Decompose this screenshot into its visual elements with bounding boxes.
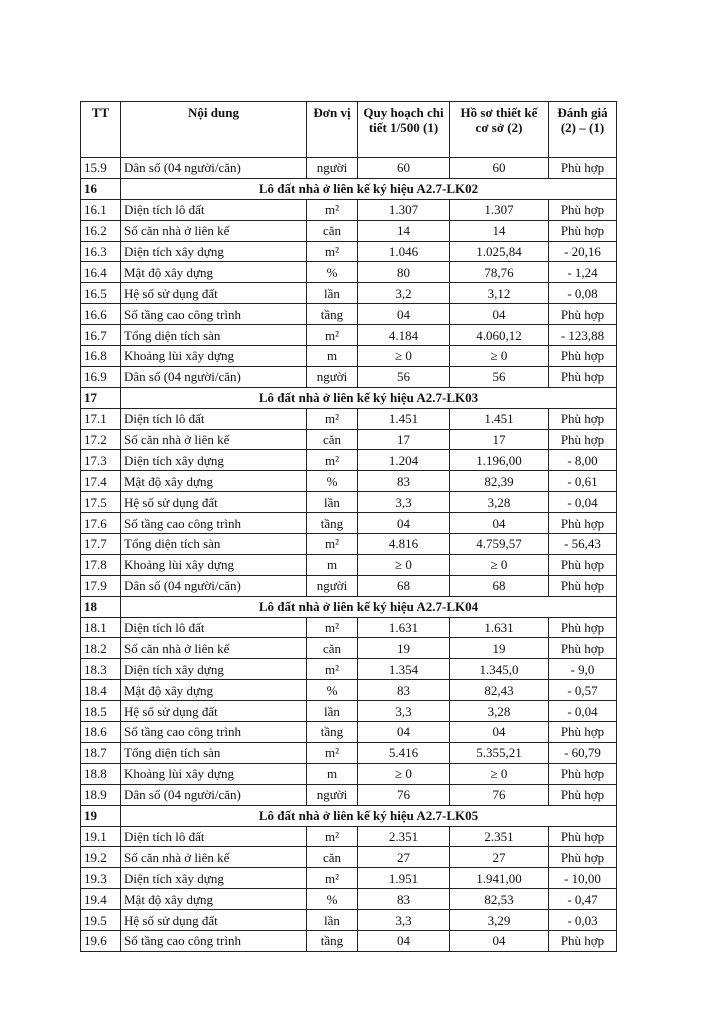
row-evaluation: Phù hợp	[549, 366, 617, 387]
table-row	[81, 158, 617, 179]
row-plan-value: 3,3	[358, 910, 450, 931]
row-evaluation: Phù hợp	[549, 617, 617, 638]
row-evaluation: - 10,00	[549, 868, 617, 889]
table-row	[81, 241, 617, 262]
row-number: 17.8	[81, 554, 121, 575]
section-title: Lô đất nhà ở liên kế ký hiệu A2.7-LK05	[121, 805, 617, 826]
row-number: 19.1	[81, 826, 121, 847]
row-content: Khoảng lùi xây dựng	[121, 554, 307, 575]
row-design-value: 3,29	[450, 910, 549, 931]
row-plan-value: 4.816	[358, 534, 450, 555]
row-plan-value: 3,2	[358, 283, 450, 304]
row-unit: m²	[307, 534, 358, 555]
row-unit: căn	[307, 847, 358, 868]
row-unit: lần	[307, 910, 358, 931]
row-plan-value: 1.631	[358, 617, 450, 638]
row-unit: m²	[307, 241, 358, 262]
row-plan-value: 3,3	[358, 492, 450, 513]
row-evaluation: Phù hợp	[549, 575, 617, 596]
row-plan-value: 4.184	[358, 325, 450, 346]
table-row	[81, 826, 617, 847]
section-number: 17	[81, 387, 121, 408]
header-eval: Đánh giá (2) – (1)	[549, 102, 617, 158]
row-evaluation: - 9,0	[549, 659, 617, 680]
row-evaluation: Phù hợp	[549, 346, 617, 367]
row-design-value: 14	[450, 220, 549, 241]
row-content: Diện tích lô đất	[121, 826, 307, 847]
row-unit: lần	[307, 701, 358, 722]
row-plan-value: 1.451	[358, 408, 450, 429]
table-row	[81, 325, 617, 346]
row-content: Dân số (04 người/căn)	[121, 366, 307, 387]
section-header-row	[81, 805, 617, 826]
section-header-row	[81, 596, 617, 617]
row-unit: m²	[307, 199, 358, 220]
row-design-value: 04	[450, 304, 549, 325]
row-content: Số căn nhà ở liên kế	[121, 638, 307, 659]
row-unit: m²	[307, 450, 358, 471]
row-design-value: 68	[450, 575, 549, 596]
row-evaluation: Phù hợp	[549, 199, 617, 220]
row-content: Số căn nhà ở liên kế	[121, 429, 307, 450]
table-row	[81, 262, 617, 283]
row-evaluation: - 56,43	[549, 534, 617, 555]
row-unit: lần	[307, 492, 358, 513]
row-number: 18.8	[81, 763, 121, 784]
row-evaluation: Phù hợp	[549, 513, 617, 534]
row-plan-value: ≥ 0	[358, 554, 450, 575]
row-design-value: 04	[450, 722, 549, 743]
row-number: 17.6	[81, 513, 121, 534]
row-content: Số tầng cao công trình	[121, 722, 307, 743]
row-design-value: 76	[450, 784, 549, 805]
row-plan-value: 1.204	[358, 450, 450, 471]
row-design-value: 1.451	[450, 408, 549, 429]
row-design-value: 3,28	[450, 701, 549, 722]
row-content: Số căn nhà ở liên kế	[121, 847, 307, 868]
row-unit: m	[307, 763, 358, 784]
row-design-value: 5.355,21	[450, 742, 549, 763]
section-header-row	[81, 178, 617, 199]
row-design-value: ≥ 0	[450, 554, 549, 575]
row-plan-value: 3,3	[358, 701, 450, 722]
row-design-value: 78,76	[450, 262, 549, 283]
row-content: Dân số (04 người/căn)	[121, 158, 307, 179]
row-number: 19.6	[81, 930, 121, 951]
section-number: 16	[81, 178, 121, 199]
row-number: 18.2	[81, 638, 121, 659]
section-header-row	[81, 387, 617, 408]
section-title: Lô đất nhà ở liên kế ký hiệu A2.7-LK04	[121, 596, 617, 617]
row-evaluation: - 0,57	[549, 680, 617, 701]
row-number: 16.3	[81, 241, 121, 262]
row-evaluation: Phù hợp	[549, 408, 617, 429]
row-evaluation: - 0,08	[549, 283, 617, 304]
table-row	[81, 575, 617, 596]
row-design-value: 04	[450, 930, 549, 951]
row-number: 17.3	[81, 450, 121, 471]
section-title: Lô đất nhà ở liên kế ký hiệu A2.7-LK03	[121, 387, 617, 408]
row-plan-value: 14	[358, 220, 450, 241]
row-design-value: 4.759,57	[450, 534, 549, 555]
table-row	[81, 889, 617, 910]
row-evaluation: - 60,79	[549, 742, 617, 763]
table-row	[81, 429, 617, 450]
row-content: Khoảng lùi xây dựng	[121, 763, 307, 784]
row-design-value: 04	[450, 513, 549, 534]
row-number: 16.2	[81, 220, 121, 241]
row-content: Khoảng lùi xây dựng	[121, 346, 307, 367]
row-unit: tầng	[307, 304, 358, 325]
row-unit: tầng	[307, 722, 358, 743]
row-content: Hệ số sử dụng đất	[121, 910, 307, 931]
row-number: 17.7	[81, 534, 121, 555]
row-design-value: ≥ 0	[450, 346, 549, 367]
row-plan-value: ≥ 0	[358, 346, 450, 367]
row-plan-value: 04	[358, 722, 450, 743]
row-design-value: 60	[450, 158, 549, 179]
row-evaluation: Phù hợp	[549, 220, 617, 241]
row-content: Số tầng cao công trình	[121, 304, 307, 325]
row-evaluation: Phù hợp	[549, 304, 617, 325]
row-content: Tổng diện tích sàn	[121, 534, 307, 555]
table-header-row	[81, 102, 617, 158]
row-unit: căn	[307, 220, 358, 241]
row-unit: lần	[307, 283, 358, 304]
row-number: 16.1	[81, 199, 121, 220]
row-plan-value: 80	[358, 262, 450, 283]
table-row	[81, 910, 617, 931]
row-unit: người	[307, 784, 358, 805]
row-content: Diện tích xây dựng	[121, 659, 307, 680]
row-number: 17.1	[81, 408, 121, 429]
table-row	[81, 471, 617, 492]
row-evaluation: - 20,16	[549, 241, 617, 262]
row-content: Diện tích xây dựng	[121, 450, 307, 471]
row-content: Mật độ xây dựng	[121, 471, 307, 492]
row-unit: %	[307, 680, 358, 701]
row-evaluation: Phù hợp	[549, 722, 617, 743]
row-unit: m	[307, 346, 358, 367]
row-plan-value: 04	[358, 930, 450, 951]
row-evaluation: Phù hợp	[549, 847, 617, 868]
table-row	[81, 304, 617, 325]
table-row	[81, 659, 617, 680]
table-row	[81, 784, 617, 805]
header-plan: Quy hoạch chi tiết 1/500 (1)	[358, 102, 450, 158]
section-number: 18	[81, 596, 121, 617]
row-evaluation: - 123,88	[549, 325, 617, 346]
row-design-value: 56	[450, 366, 549, 387]
row-content: Diện tích xây dựng	[121, 241, 307, 262]
row-evaluation: Phù hợp	[549, 784, 617, 805]
table-row	[81, 722, 617, 743]
row-number: 16.7	[81, 325, 121, 346]
header-tt: TT	[81, 102, 121, 158]
row-number: 16.8	[81, 346, 121, 367]
row-content: Mật độ xây dựng	[121, 680, 307, 701]
row-evaluation: - 0,04	[549, 492, 617, 513]
row-design-value: ≥ 0	[450, 763, 549, 784]
row-plan-value: 60	[358, 158, 450, 179]
row-evaluation: Phù hợp	[549, 930, 617, 951]
row-content: Số tầng cao công trình	[121, 930, 307, 951]
row-evaluation: Phù hợp	[549, 638, 617, 659]
row-number: 19.5	[81, 910, 121, 931]
row-number: 18.4	[81, 680, 121, 701]
row-unit: m²	[307, 408, 358, 429]
row-content: Diện tích lô đất	[121, 199, 307, 220]
row-evaluation: - 8,00	[549, 450, 617, 471]
row-number: 16.4	[81, 262, 121, 283]
row-design-value: 3,12	[450, 283, 549, 304]
row-design-value: 1.307	[450, 199, 549, 220]
table-row	[81, 450, 617, 471]
row-design-value: 82,43	[450, 680, 549, 701]
row-design-value: 1.631	[450, 617, 549, 638]
row-plan-value: ≥ 0	[358, 763, 450, 784]
table-row	[81, 283, 617, 304]
row-number: 17.4	[81, 471, 121, 492]
planning-comparison-table	[80, 101, 617, 952]
row-design-value: 19	[450, 638, 549, 659]
table-row	[81, 346, 617, 367]
row-plan-value: 17	[358, 429, 450, 450]
row-number: 15.9	[81, 158, 121, 179]
row-content: Số tầng cao công trình	[121, 513, 307, 534]
table-row	[81, 513, 617, 534]
row-design-value: 1.345,0	[450, 659, 549, 680]
row-design-value: 1.941,00	[450, 868, 549, 889]
row-design-value: 3,28	[450, 492, 549, 513]
row-number: 17.2	[81, 429, 121, 450]
row-evaluation: - 0,03	[549, 910, 617, 931]
row-evaluation: Phù hợp	[549, 826, 617, 847]
row-number: 19.3	[81, 868, 121, 889]
header-design: Hồ sơ thiết kế cơ sở (2)	[450, 102, 549, 158]
row-number: 18.1	[81, 617, 121, 638]
row-unit: m²	[307, 826, 358, 847]
row-content: Dân số (04 người/căn)	[121, 575, 307, 596]
table-row	[81, 847, 617, 868]
row-evaluation: Phù hợp	[549, 554, 617, 575]
row-unit: người	[307, 366, 358, 387]
row-number: 16.5	[81, 283, 121, 304]
row-unit: m	[307, 554, 358, 575]
row-number: 18.6	[81, 722, 121, 743]
table-row	[81, 868, 617, 889]
row-number: 16.9	[81, 366, 121, 387]
row-plan-value: 76	[358, 784, 450, 805]
header-content: Nội dung	[121, 102, 307, 158]
row-evaluation: - 0,04	[549, 701, 617, 722]
table-row	[81, 408, 617, 429]
row-unit: tầng	[307, 513, 358, 534]
row-unit: %	[307, 471, 358, 492]
row-design-value: 82,53	[450, 889, 549, 910]
table-row	[81, 554, 617, 575]
row-plan-value: 1.307	[358, 199, 450, 220]
row-unit: căn	[307, 638, 358, 659]
row-number: 18.5	[81, 701, 121, 722]
table-row	[81, 617, 617, 638]
row-number: 17.9	[81, 575, 121, 596]
row-plan-value: 1.354	[358, 659, 450, 680]
row-number: 16.6	[81, 304, 121, 325]
row-content: Diện tích lô đất	[121, 408, 307, 429]
row-content: Diện tích xây dựng	[121, 868, 307, 889]
row-unit: m²	[307, 659, 358, 680]
row-plan-value: 5.416	[358, 742, 450, 763]
row-evaluation: - 0,47	[549, 889, 617, 910]
row-number: 18.7	[81, 742, 121, 763]
header-unit: Đơn vị	[307, 102, 358, 158]
row-plan-value: 83	[358, 471, 450, 492]
table-row	[81, 534, 617, 555]
row-design-value: 4.060,12	[450, 325, 549, 346]
row-plan-value: 1.046	[358, 241, 450, 262]
row-design-value: 17	[450, 429, 549, 450]
row-content: Dân số (04 người/căn)	[121, 784, 307, 805]
table-row	[81, 220, 617, 241]
table-row	[81, 742, 617, 763]
row-unit: m²	[307, 742, 358, 763]
row-plan-value: 83	[358, 889, 450, 910]
row-plan-value: 56	[358, 366, 450, 387]
row-evaluation: Phù hợp	[549, 763, 617, 784]
table-row	[81, 199, 617, 220]
row-unit: %	[307, 262, 358, 283]
row-unit: m²	[307, 868, 358, 889]
row-content: Tổng diện tích sàn	[121, 742, 307, 763]
row-design-value: 1.196,00	[450, 450, 549, 471]
row-plan-value: 04	[358, 513, 450, 534]
row-plan-value: 2.351	[358, 826, 450, 847]
row-content: Diện tích lô đất	[121, 617, 307, 638]
row-evaluation: - 0,61	[549, 471, 617, 492]
row-evaluation: Phù hợp	[549, 429, 617, 450]
row-unit: m²	[307, 325, 358, 346]
table-row	[81, 680, 617, 701]
row-content: Hệ số sử dụng đất	[121, 283, 307, 304]
section-title: Lô đất nhà ở liên kế ký hiệu A2.7-LK02	[121, 178, 617, 199]
row-unit: căn	[307, 429, 358, 450]
row-plan-value: 27	[358, 847, 450, 868]
table-row	[81, 701, 617, 722]
row-content: Hệ số sử dụng đất	[121, 701, 307, 722]
row-content: Tổng diện tích sàn	[121, 325, 307, 346]
table-row	[81, 930, 617, 951]
row-content: Mật độ xây dựng	[121, 889, 307, 910]
row-unit: %	[307, 889, 358, 910]
row-evaluation: - 1,24	[549, 262, 617, 283]
table-row	[81, 366, 617, 387]
table-body	[81, 158, 617, 952]
row-design-value: 27	[450, 847, 549, 868]
table-row	[81, 492, 617, 513]
row-number: 19.2	[81, 847, 121, 868]
table-row	[81, 638, 617, 659]
row-evaluation: Phù hợp	[549, 158, 617, 179]
row-content: Số căn nhà ở liên kế	[121, 220, 307, 241]
row-content: Hệ số sử dụng đất	[121, 492, 307, 513]
row-unit: m²	[307, 617, 358, 638]
row-plan-value: 68	[358, 575, 450, 596]
row-number: 18.3	[81, 659, 121, 680]
row-unit: tầng	[307, 930, 358, 951]
row-unit: người	[307, 158, 358, 179]
row-unit: người	[307, 575, 358, 596]
row-design-value: 82,39	[450, 471, 549, 492]
row-plan-value: 19	[358, 638, 450, 659]
row-design-value: 1.025,84	[450, 241, 549, 262]
row-design-value: 2.351	[450, 826, 549, 847]
row-plan-value: 1.951	[358, 868, 450, 889]
row-content: Mật độ xây dựng	[121, 262, 307, 283]
section-number: 19	[81, 805, 121, 826]
row-number: 19.4	[81, 889, 121, 910]
row-number: 18.9	[81, 784, 121, 805]
table-row	[81, 763, 617, 784]
row-plan-value: 83	[358, 680, 450, 701]
row-number: 17.5	[81, 492, 121, 513]
row-plan-value: 04	[358, 304, 450, 325]
